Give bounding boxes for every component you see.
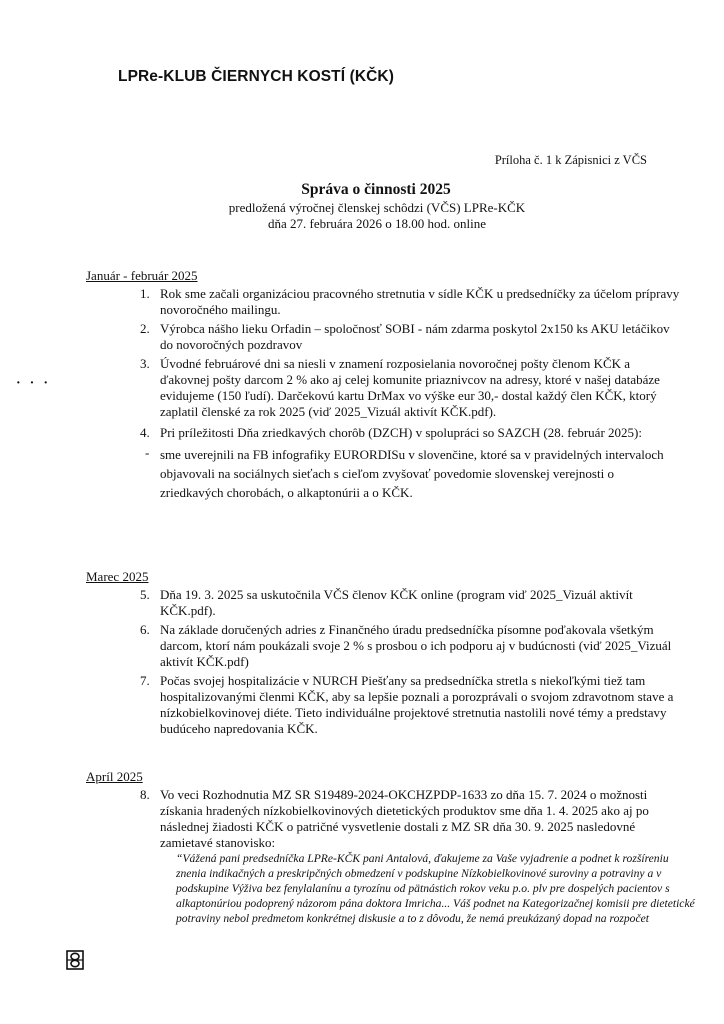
item-text: Na základe doručených adries z Finančného úradu predsedníčka písomne poďakovala všetkým darcom, ktorí nám poukázali svoje 2 % s prosbou o ich podporu aj v budúcnosti (viď 2025_Vizuál aktivít KČK.pdf) <box>160 622 672 669</box>
organization-title: LPRe-KLUB ČIERNYCH KOSTÍ (KČK) <box>118 68 394 85</box>
report-title: Správa o činnosti 2025 <box>301 181 451 198</box>
section-list-april <box>140 787 695 926</box>
section-list-march <box>140 587 680 737</box>
ministry-quote: “Vážená pani predsedníčka LPRe-KČK pani Antalová, ďakujeme za Vaše vyjadrenie a podnet k rozšíreniu znenia indikačných a preskripčných obmedzení v podskupine Nízkobielkovinové suroviny a potraviny a v podskupine Výživa bez fenylalanínu a tyrozínu od pätnástich rokov veku p.o. plv pre dospelých pacientov s alkaptonúriou podoprený názorom pána doktora Imricha... Váš podnet na Kategorizačnej komisii pre dietetické potraviny nebol predmetom konkrétnej diskusie a to z dôvodu, že nemá preukázaný dopad na rozpočet <box>176 852 695 925</box>
item-number: 4. <box>140 425 150 440</box>
section-title-april: Apríl 2025 <box>86 769 143 784</box>
list-item <box>140 423 680 442</box>
item-text: Rok sme začali organizáciou pracovného stretnutia v sídle KČK u predsedníčky za účelom prípravy novoročného mailingu. <box>160 286 680 317</box>
bullet-item <box>145 445 680 502</box>
list-item <box>140 286 680 318</box>
item-text: Vo veci Rozhodnutia MZ SR S19489-2024-OKCHZPDP-1633 zo dňa 15. 7. 2024 o možnosti získania hradených nízkobielkovinových dietetických produktov sme dňa 1. 4. 2025 ako aj po následnej žiadosti KČK o patričné vysvetlenie dostali z MZ SR dňa 30. 9. 2025 nasledovné zamietavé stanovisko: <box>160 787 649 850</box>
item-text: Dňa 19. 3. 2025 sa uskutočnila VČS členov KČK online (program viď 2025_Vizuál aktivít KČK.pdf). <box>160 587 633 618</box>
dash-marker: - <box>145 445 150 460</box>
list-item <box>140 673 680 737</box>
document-logo-icon <box>66 950 84 970</box>
section-list-jan-feb <box>140 286 680 502</box>
report-subtitle: predložená výročnej členskej schôdzi (VČS) LPRe-KČK <box>228 200 526 215</box>
item-number: 3. <box>140 356 150 371</box>
list-item <box>140 587 680 619</box>
list-item <box>140 787 680 851</box>
item-number: 7. <box>140 673 150 688</box>
item-number: 6. <box>140 622 150 637</box>
item-number: 8. <box>140 787 150 802</box>
margin-marker: ··· <box>16 376 58 391</box>
bullet-text: sme uverejnili na FB infografiky EURORDISu v slovenčine, ktoré sa v pravidelných intervaloch objavovali na sociálnych sieťach s cieľom zvyšovať povedomie slovenskej verejnosti o zriedkavých chorobách, o alkaptonúrii a o KČK. <box>160 447 664 500</box>
annex-label: Príloha č. 1 k Zápisnici z VČS <box>494 153 647 167</box>
item-text: Úvodné februárové dni sa niesli v znamení rozposielania novoročnej pošty členom KČK a ďakovnej pošty darcom 2 % ako aj celej komunite priaznivcov na adresy, ktoré v našej databáze evidujeme (150 ľudí). Darčekovú kartu DrMax vo výške eur 30,- dostal každý člen KČK, ktorý zaplatil členské za rok 2025 (viď 2025_Vizuál aktivít KČK.pdf). <box>160 356 660 419</box>
list-item <box>140 321 680 353</box>
item-text: Pri príležitosti Dňa zriedkavých chorôb (DZCH) v spolupráci so SAZCH (28. február 2025): <box>160 425 642 440</box>
section-title-march: Marec 2025 <box>86 569 149 584</box>
item-number: 2. <box>140 321 150 336</box>
list-item <box>140 356 680 420</box>
item-number: 5. <box>140 587 150 602</box>
item-number: 1. <box>140 286 150 301</box>
section-title-jan-feb: Január - február 2025 <box>86 268 198 283</box>
item-text: Výrobca nášho lieku Orfadin – spoločnosť SOBI - nám zdarma poskytol 2x150 ks AKU letáčikov do novoročných pozdravov <box>160 321 670 352</box>
item-text: Počas svojej hospitalizácie v NURCH Piešťany sa predsedníčka stretla s niekoľkými tiež tam hospitalizovanými členmi KČK, aby sa lepšie poznali a porozprávali o svojom zdravotnom stave a nízkobielkovinovej diéte. Tieto individuálne projektové stretnutia nastolili nové témy a predstavy budúceho napredovania KČK. <box>160 673 674 736</box>
report-heading <box>0 180 724 232</box>
list-item <box>140 622 680 670</box>
report-date: dňa 27. februára 2026 o 18.00 hod. online <box>267 216 487 231</box>
